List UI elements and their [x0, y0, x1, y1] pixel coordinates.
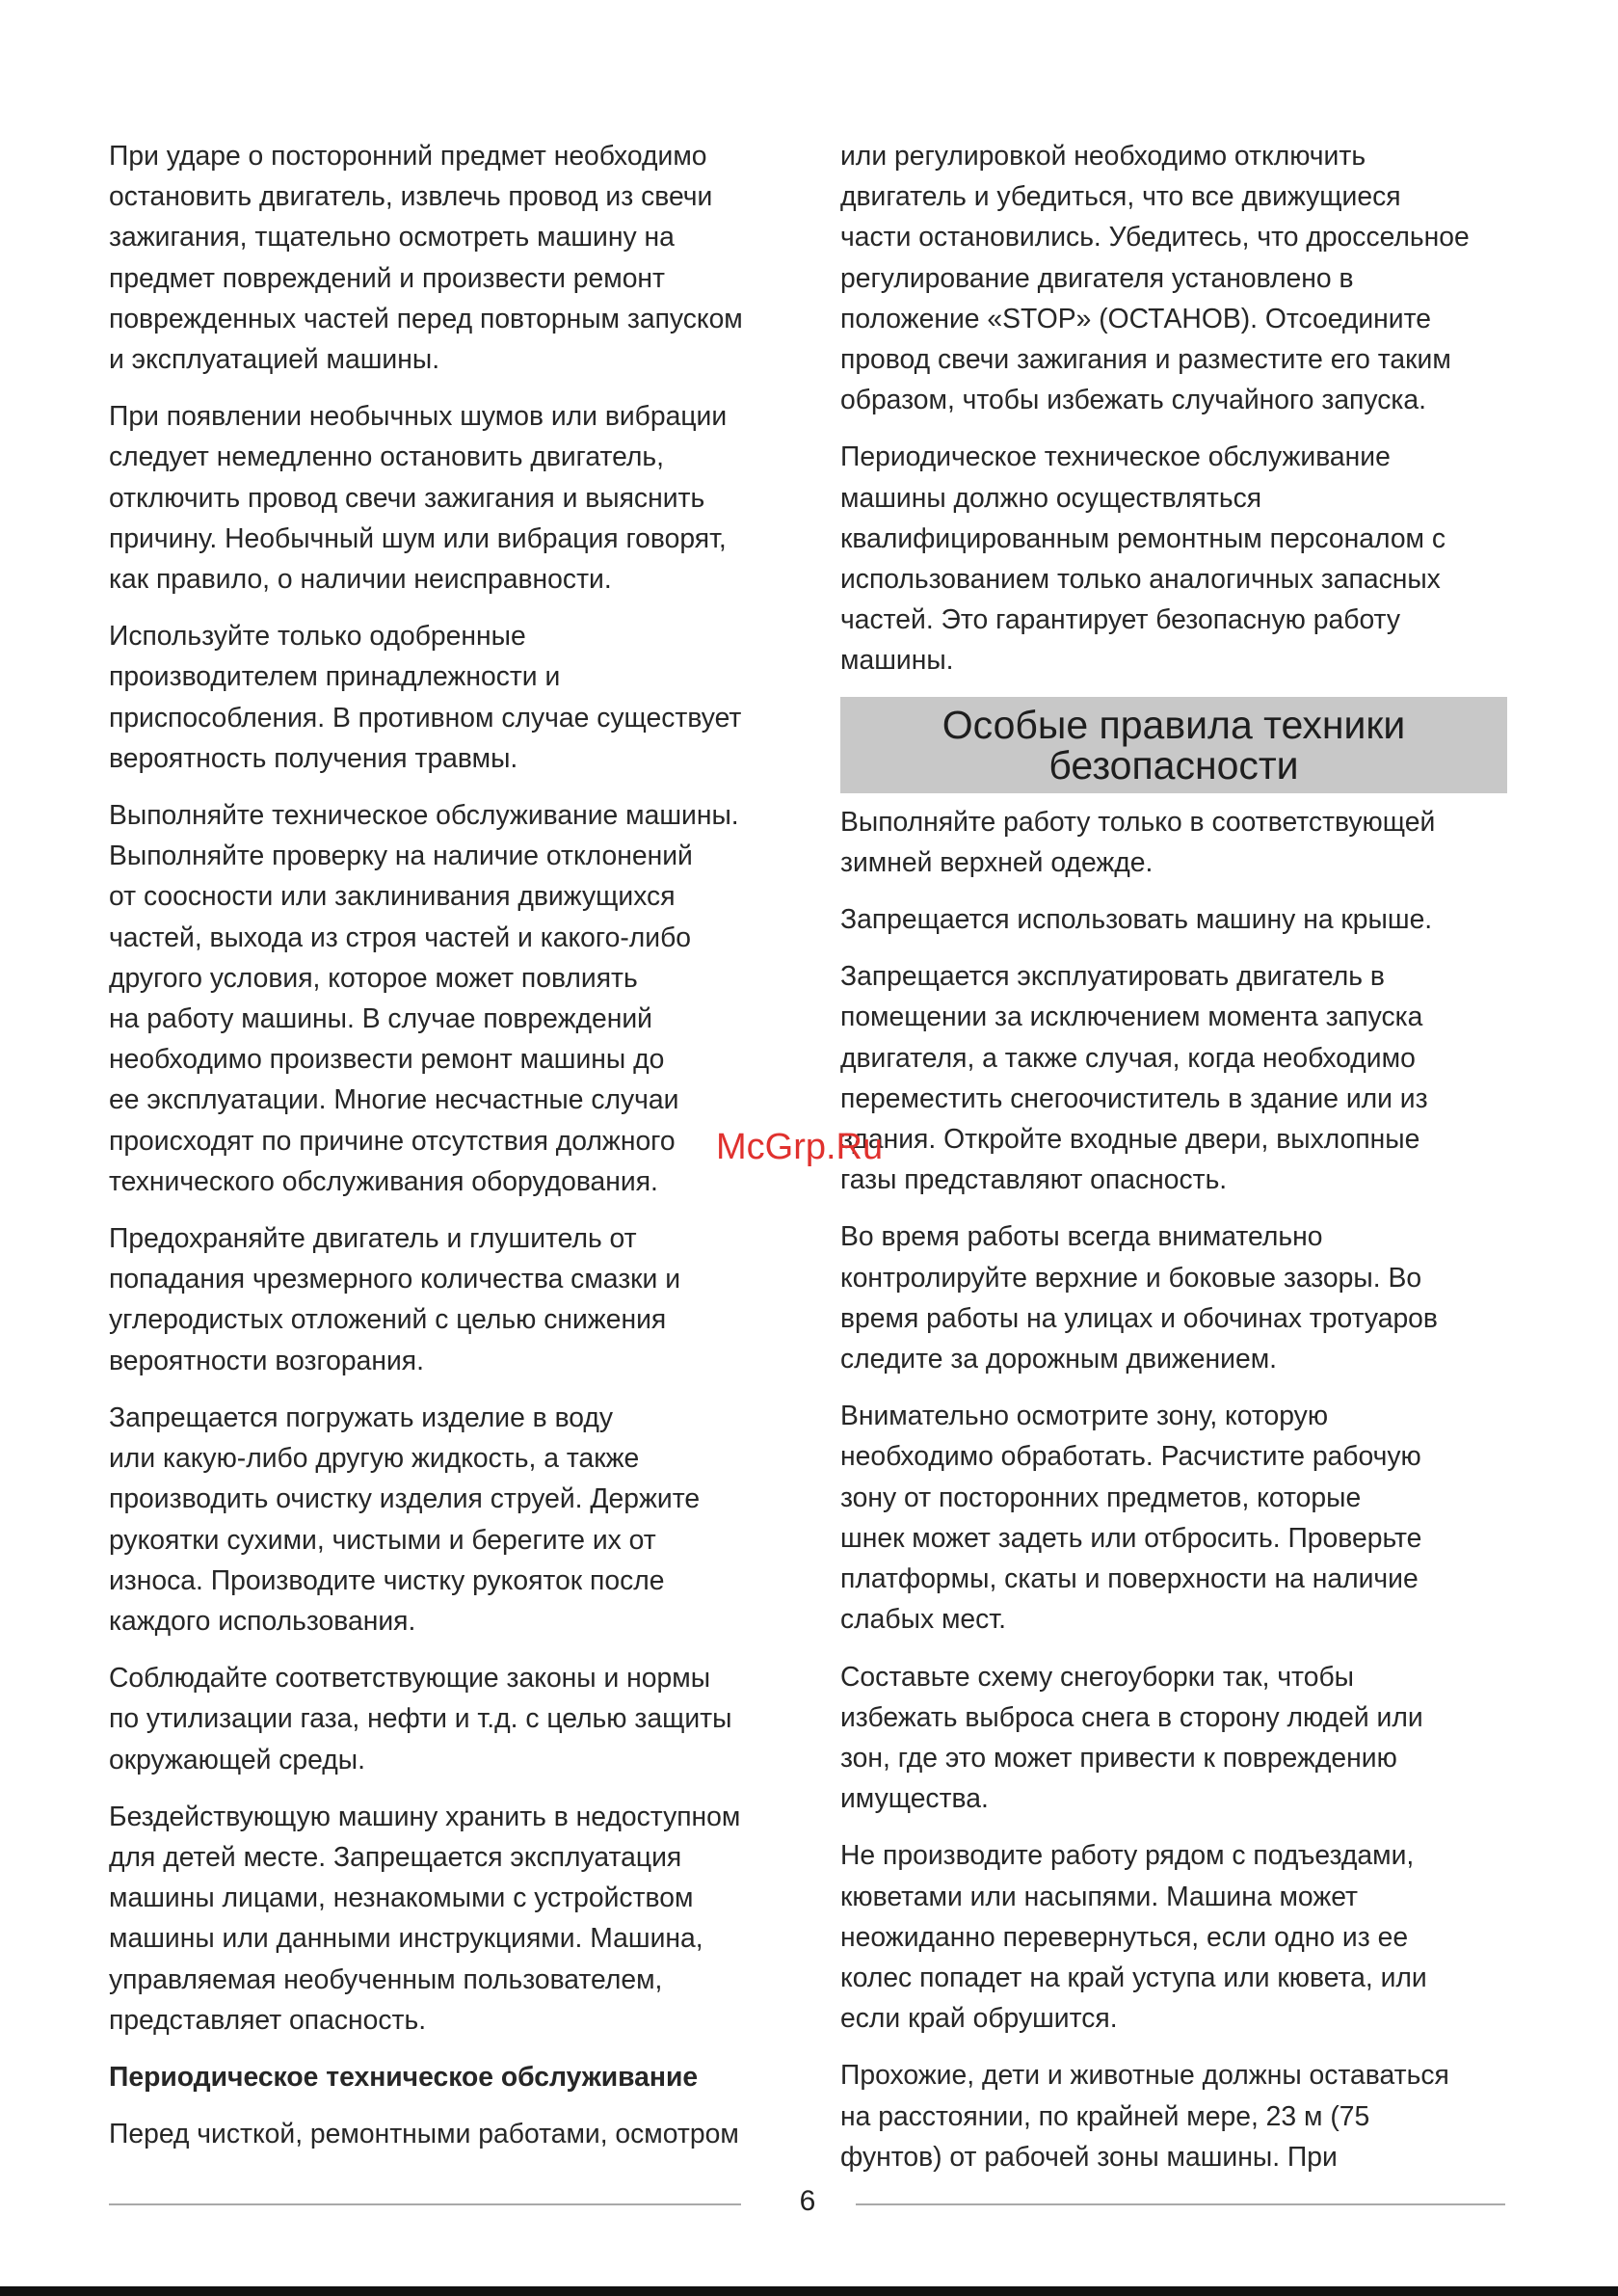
paragraph: Не производите работу рядом с подъездами, кюветами или насыпями. Машина может неожиданно перевернуться, если одно из ее колес попадет на край уступа или кювета, или если край обрушится.	[840, 1839, 1427, 2034]
paragraph: Прохожие, дети и животные должны оставаться на расстоянии, по крайней мере, 23 м (75 фунтов) от рабочей зоны машины. При	[840, 2059, 1449, 2172]
paragraph: Перед чисткой, ремонтными работами, осмотром	[109, 2118, 739, 2149]
bottom-edge-bar	[0, 2286, 1618, 2296]
paragraph: Запрещается эксплуатировать двигатель в помещении за исключением момента запуска двигателя, а также случая, когда необходимо переместить снегоочиститель в здание или из здания. Откройте входные двери, выхлопные газы представляют опасность.	[840, 960, 1428, 1195]
paragraph: Во время работы всегда внимательно контролируйте верхние и боковые зазоры. Во время работы на улицах и обочинах тротуаров следите за дорожным движением.	[840, 1220, 1438, 1375]
paragraph: Используйте только одобренные производителем принадлежности и приспособления. В противном случае существует вероятность получения травмы.	[109, 620, 742, 773]
paragraph: Предохраняйте двигатель и глушитель от попадания чрезмерного количества смазки и углеродистых отложений с целью снижения вероятности возгорания.	[109, 1222, 681, 1375]
paragraph: Составьте схему снегоуборки так, чтобы избежать выброса снега в сторону людей или зон, где это может привести к повреждению имущества.	[840, 1660, 1423, 1814]
paragraph: При появлении необычных шумов или вибрации следует немедленно остановить двигатель, отключить провод свечи зажигания и выяснить причину. Необычный шум или вибрация говорят, как правило, о наличии неисправности.	[109, 400, 728, 595]
footer-divider-left	[109, 2203, 741, 2205]
right-column	[840, 135, 1534, 2193]
paragraph: Соблюдайте соответствующие законы и нормы по утилизации газа, нефти и т.д. с целью защиты окружающей среды.	[109, 1662, 732, 1775]
paragraph: или регулировкой необходимо отключить двигатель и убедиться, что все движущиеся части остановились. Убедитесь, что дроссельное регулирование двигателя установлено в положение «STOP» (ОСТАНОВ). Отсоедините провод свечи зажигания и разместите его таким образом, чтобы избежать случайного запуска.	[840, 140, 1470, 415]
paragraph: Запрещается использовать машину на крыше.	[840, 903, 1433, 935]
left-column	[109, 135, 803, 2170]
paragraph: Внимательно осмотрите зону, которую необходимо обработать. Расчистите рабочую зону от посторонних предметов, которые шнек может задеть или отбросить. Проверьте платформы, скаты и поверхности на наличие слабых мест.	[840, 1400, 1422, 1635]
paragraph: Выполняйте работу только в соответствующей зимней верхней одежде.	[840, 805, 1436, 877]
paragraph: Периодическое техническое обслуживание машины должно осуществляться квалифицированным ремонтным персоналом с использованием только аналогичных запасных частей. Это гарантирует безопасную работу машины.	[840, 441, 1446, 676]
page-number: 6	[799, 2185, 816, 2217]
paragraph: Запрещается погружать изделие в воду или какую-либо другую жидкость, а также производить очистку изделия струей. Держите рукоятки сухими, чистыми и берегите их от износа. Производите чистку рукояток после каждого использования.	[109, 1401, 701, 1636]
paragraph: При ударе о посторонний предмет необходимо остановить двигатель, извлечь провод из свечи зажигания, тщательно осмотреть машину на предмет повреждений и произвести ремонт поврежденных частей перед повторным запуском и эксплуатацией машины.	[109, 140, 743, 375]
footer-divider-right	[856, 2203, 1505, 2205]
subheading-periodic-maintenance: Периодическое техническое обслуживание	[109, 2060, 699, 2092]
section-title: Особые правила техники безопасности	[840, 697, 1507, 793]
paragraph: Выполняйте техническое обслуживание машины. Выполняйте проверку на наличие отклонений от соосности или заклинивания движущихся частей, выхода из строя частей и какого-либо другого условия, которое может повлиять на работу машины. В случае повреждений необходимо произвести ремонт машины до ее эксплуатации. Многие несчастные случаи происходят по причине отсутствия должного технического обслуживания оборудования.	[109, 799, 739, 1196]
watermark: McGrp.Ru	[716, 1127, 884, 1167]
paragraph: Бездействующую машину хранить в недоступном для детей месте. Запрещается эксплуатация машины лицами, незнакомыми с устройством машины или данными инструкциями. Машина, управляемая необученным пользователем, представляет опасность.	[109, 1800, 741, 2035]
